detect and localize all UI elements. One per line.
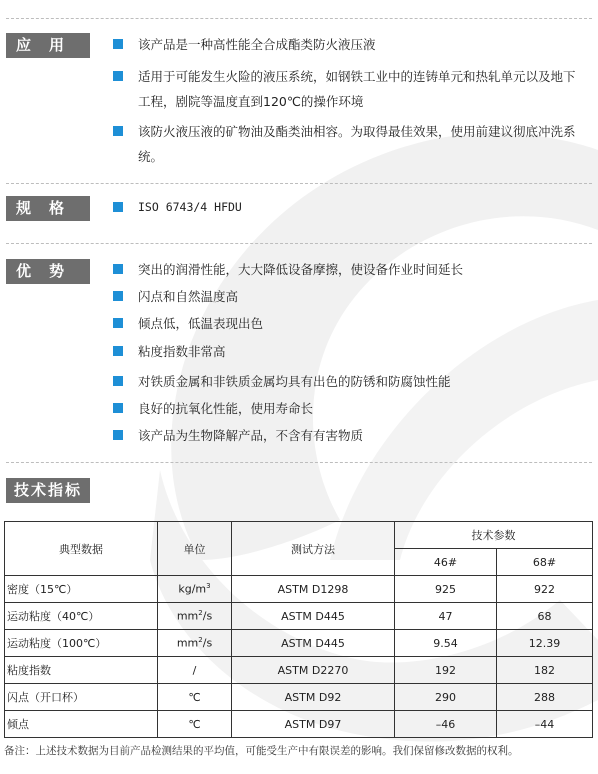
header-technical-params: 技术参数 [395,522,593,549]
footnote: 备注：上述技术数据为目前产品检测结果的平均值，可能受生产中有限误差的影响。我们保留修改数据的权利。 [4,745,519,757]
section-label-specification: 规格 [6,196,90,221]
table-header-row [5,522,593,549]
row-unit: / [158,657,232,684]
bullet-square-icon [113,403,123,413]
advantage-item: 粘度指数非常高 [115,339,585,364]
row-unit: $mm^2/s$ [158,603,232,630]
application-item: 适用于可能发生火险的液压系统，如钢铁工业中的连铸单元和热轧单元以及地下工程，剧院等温度直到120℃的操作环境 [115,64,585,114]
advantage-item: 闪点和自然温度高 [115,284,585,309]
row-method: ASTM D1298 [232,576,395,603]
header-test-method: 测试方法 [232,522,395,576]
row-method: ASTM D92 [232,684,395,711]
row-unit: ℃ [158,684,232,711]
row-value-46: –46 [395,711,497,738]
advantage-item: 该产品为生物降解产品，不含有有害物质 [115,423,585,448]
section-label-technical-data: 技术指标 [6,478,90,503]
row-value-46: 9.54 [395,630,497,657]
bullet-square-icon [113,39,123,49]
row-value-68: 68 [497,603,593,630]
row-method: ASTM D445 [232,630,395,657]
row-value-46: 192 [395,657,497,684]
bullet-square-icon [113,430,123,440]
section-divider [6,183,592,184]
section-divider [6,243,592,244]
table-row [5,711,593,738]
application-item: 该产品是一种高性能全合成酯类防火液压液 [115,32,585,57]
row-name: 运动粘度（40℃） [5,603,158,630]
technical-data-table [4,521,593,738]
row-name: 倾点 [5,711,158,738]
row-value-46: 290 [395,684,497,711]
table-row [5,603,593,630]
row-method: ASTM D97 [232,711,395,738]
row-value-68: 182 [497,657,593,684]
advantage-item: 良好的抗氧化性能，使用寿命长 [115,396,585,421]
row-value-68: 288 [497,684,593,711]
table-row [5,630,593,657]
row-value-46: 47 [395,603,497,630]
bullet-square-icon [113,202,123,212]
bullet-square-icon [113,346,123,356]
header-unit: 单位 [158,522,232,576]
header-grade-46: 46# [395,549,497,576]
row-method: ASTM D445 [232,603,395,630]
table-row [5,576,593,603]
advantage-item: 突出的润滑性能，大大降低设备摩擦，使设备作业时间延长 [115,257,585,282]
header-typical-data: 典型数据 [5,522,158,576]
section-label-application: 应用 [6,33,90,58]
section-divider [6,18,592,19]
bullet-square-icon [113,376,123,386]
row-unit: $mm^2/s$ [158,630,232,657]
header-grade-68: 68# [497,549,593,576]
bullet-square-icon [113,291,123,301]
section-divider [6,462,592,463]
advantage-item: 对铁质金属和非铁质金属均具有出色的防锈和防腐蚀性能 [115,369,585,394]
advantage-item: 倾点低，低温表现出色 [115,311,585,336]
row-name: 粘度指数 [5,657,158,684]
row-value-68: 922 [497,576,593,603]
row-value-68: –44 [497,711,593,738]
row-name: 密度（15℃） [5,576,158,603]
application-item: 该防火液压液的矿物油及酯类油相容。为取得最佳效果，使用前建议彻底冲洗系统。 [115,119,585,169]
row-value-46: 925 [395,576,497,603]
row-method: ASTM D2270 [232,657,395,684]
bullet-square-icon [113,264,123,274]
row-name: 闪点（开口杯） [5,684,158,711]
table-row [5,657,593,684]
row-unit: ℃ [158,711,232,738]
bullet-square-icon [113,126,123,136]
bullet-square-icon [113,71,123,81]
row-unit: $kg/m^3$ [158,576,232,603]
table-row [5,684,593,711]
row-value-68: 12.39 [497,630,593,657]
specification-item: ISO 6743/4 HFDU [115,195,585,220]
row-name: 运动粘度（100℃） [5,630,158,657]
section-label-advantages: 优势 [6,259,90,284]
bullet-square-icon [113,318,123,328]
